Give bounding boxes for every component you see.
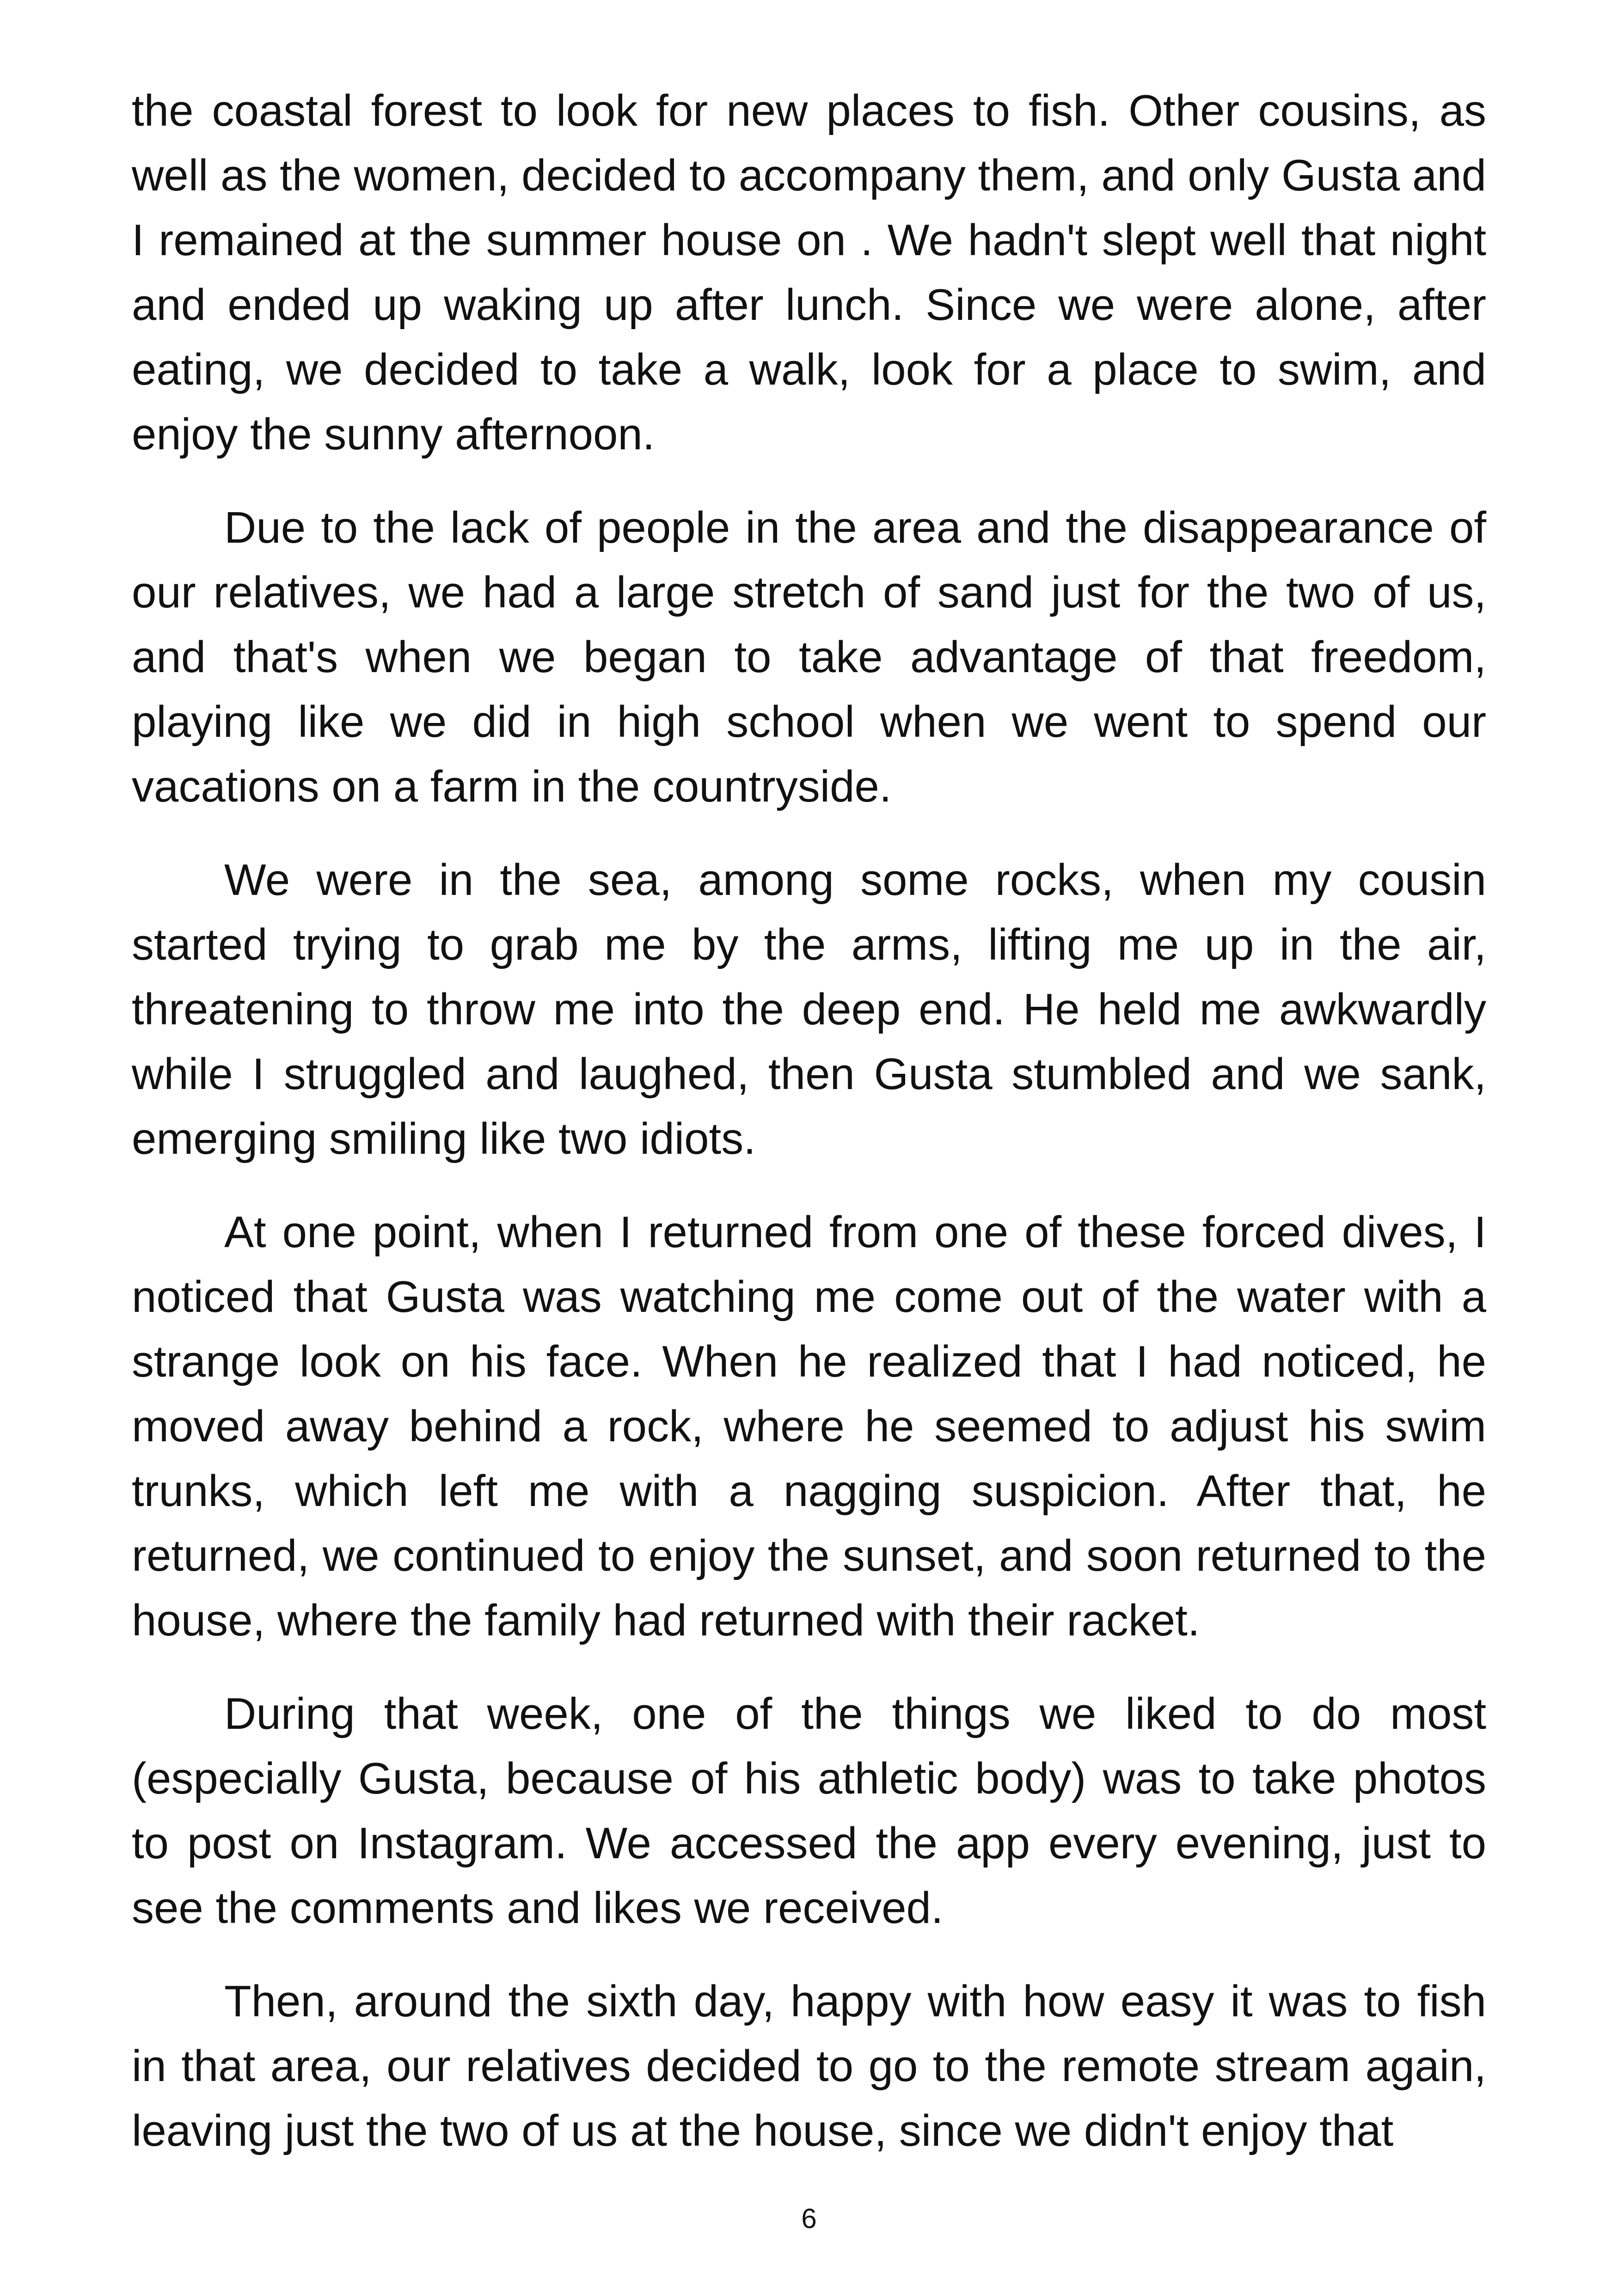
paragraph-6: Then, around the sixth day, happy with how easy it was to fish in that area, our relatives decided to go to the remote stream again, leaving just the two of us at the house, since we didn't enjoy that bbox=[132, 1977, 1486, 2155]
document-page bbox=[132, 79, 1486, 2214]
page-number: 6 bbox=[801, 2203, 817, 2234]
paragraph-1: the coastal forest to look for new places to fish. Other cousins, as well as the women, decided to accompany them, and only Gusta and I remained at the summer house on . We hadn't slept well that night and ended up waking up after lunch. Since we were alone, after eating, we decided to take a walk, look for a place to swim, and enjoy the sunny afternoon. bbox=[132, 86, 1486, 459]
paragraph-5: During that week, one of the things we liked to do most (especially Gusta, because of his athletic body) was to take photos to post on Instagram. We accessed the app every evening, just to see the comments and likes we received. bbox=[132, 1689, 1486, 1933]
paragraph-3: We were in the sea, among some rocks, when my cousin started trying to grab me by the arms, lifting me up in the air, threatening to throw me into the deep end. He held me awkwardly while I struggled and laughed, then Gusta stumbled and we sank, emerging smiling like two idiots. bbox=[132, 855, 1486, 1163]
paragraph-2: Due to the lack of people in the area and the disappearance of our relatives, we had a large stretch of sand just for the two of us, and that's when we began to take advantage of that freedom, playing like we did in high school when we went to spend our vacations on a farm in the countryside. bbox=[132, 503, 1486, 811]
paragraph-4: At one point, when I returned from one of these forced dives, I noticed that Gusta was watching me come out of the water with a strange look on his face. When he realized that I had noticed, he moved away behind a rock, where he seemed to adjust his swim trunks, which left me with a nagging suspicion. After that, he returned, we continued to enjoy the sunset, and soon returned to the house, where the family had returned with their racket. bbox=[132, 1207, 1486, 1645]
